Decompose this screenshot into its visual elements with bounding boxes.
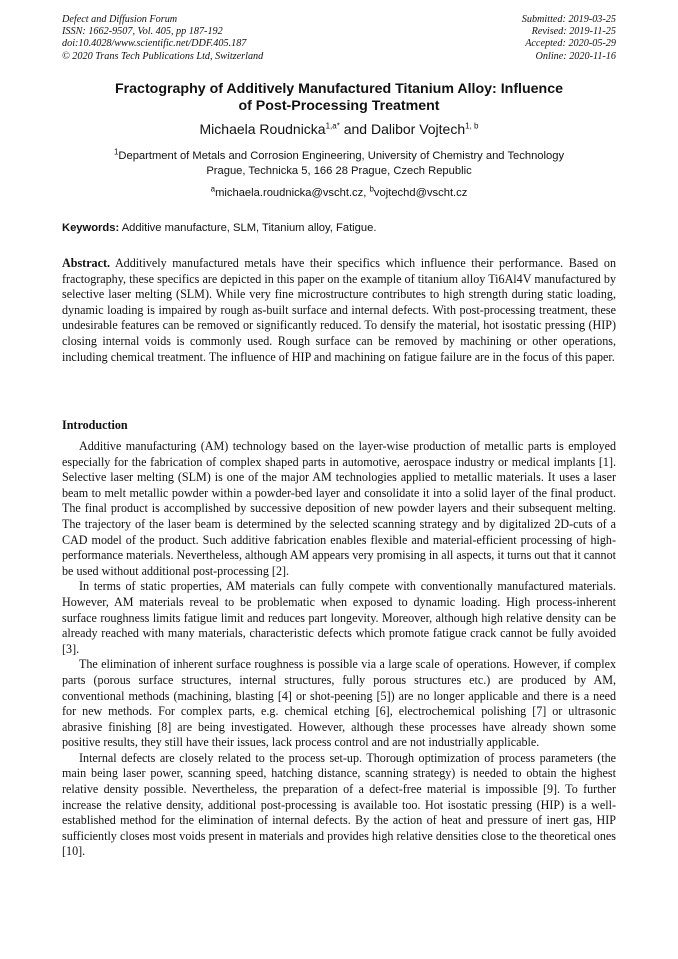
paragraph: Internal defects are closely related to the process set-up. Thorough optimization of process parameters (the main being laser power, scanning speed, hatching distance, scanning strategy) is needed to obtain the highest relative density possible. Nevertheless, the preparation of a defect-free material is impossible [9]. To further increase the relative density, additional post-processing is available too. Hot isostatic pressing (HIP) is a well-established method for the elimination of internal defects. By the action of heat and pressure of inert gas, HIP sufficiently closes most voids present in materials and provides high relative densities close to the theoretical ones [10]. bbox=[62, 750, 616, 859]
journal-info bbox=[62, 14, 263, 63]
abstract bbox=[62, 256, 616, 365]
introduction-body bbox=[62, 439, 616, 860]
publication-dates bbox=[522, 14, 616, 63]
abstract-text: Additively manufactured metals have their specifics which influence their performance. Based on fractography, these specifics are depicted in this paper on the example of titanium alloy Ti6Al4V manufactured by selective laser melting (SLM). While very fine microstructure contributes to high strength during static loading, dynamic loading is impaired by rough as-built surface and internal defects. With post-processing treatment, these undesirable features can be removed or significantly reduced. To densify the material, hot isostatic pressing (HIP) closing internal voids is commonly used. Rough surface can be removed by machining or other operations, including chemical treatment. The influence of HIP and machining on fatigue failure are in the focus of this paper. bbox=[62, 256, 616, 364]
revised-date: Revised: 2019-11-25 bbox=[531, 26, 616, 38]
title-line-2: of Post-Processing Treatment bbox=[238, 98, 440, 114]
submitted-date: Submitted: 2019-03-25 bbox=[521, 14, 616, 25]
paper-title bbox=[62, 81, 616, 115]
paragraph: In terms of static properties, AM materials can fully compete with conventionally manufactured materials. However, AM materials reveal to be problematic when exposed to dynamic loading. High process-inherent surface roughness limits fatigue limit and reduces part longevity. Moreover, although high relative density can be already reached with many materials, characteristic defects which promote fatigue crack cannot be fully avoided [3]. bbox=[62, 579, 616, 656]
email-b-sup: b bbox=[369, 184, 374, 194]
author-2: Dalibor Vojtech bbox=[370, 121, 466, 137]
accepted-date: Accepted: 2020-05-29 bbox=[525, 38, 616, 50]
email-a-sup: a bbox=[210, 184, 216, 194]
affiliation-line-1: Department of Metals and Corrosion Engineering, University of Chemistry and Technology bbox=[118, 150, 565, 162]
issn: ISSN: 1662-9507, Vol. 405, pp 187-192 bbox=[62, 26, 223, 38]
author-2-sup: 1, b bbox=[465, 121, 479, 131]
journal-name: Defect and Diffusion Forum bbox=[62, 14, 178, 25]
author-list bbox=[62, 121, 616, 138]
online-date: Online: 2020-11-16 bbox=[535, 50, 616, 62]
keywords-label: Keywords: bbox=[62, 222, 120, 234]
paragraph: The elimination of inherent surface roughness is possible via a large scale of operations. However, if complex parts (porous surface structures, internal structures, fully porous structures etc.) are produced by AM, conventional methods (machining, blasting [4] or shot-peening [5]) are no longer applicable and there is a need for new methods. For complex parts, e.g. chemical etching [6], electrochemical polishing [7] or ultrasonic abrasive finishing [8] are being investigated. However, although these processes have already shown some positive results, they still have their issues, lack process control and are not industrially applicable. bbox=[62, 657, 616, 750]
title-line-1: Fractography of Additively Manufactured Titanium Alloy: Influence bbox=[114, 81, 563, 97]
author-emails bbox=[62, 186, 616, 200]
page-header bbox=[62, 14, 616, 63]
introduction-heading: Introduction bbox=[62, 418, 128, 432]
paragraph: Additive manufacturing (AM) technology based on the layer-wise production of metallic parts is employed especially for the fabrication of complex shaped parts in automotive, aerospace industry or medical implants [1]. Selective laser melting (SLM) is one of the major AM technologies applied to metallic materials. It uses a laser beam to melt metallic powder within a powder-bed layer and consolidate it into a solid layer of the final product. The final product is accomplished by successive deposition of new powder layers and their subsequent melting. The trajectory of the laser beam is determined by the selected scanning strategy and by digitalized 2D-cuts of a CAD model of the product. Such additive fabrication enables flexible and material-efficient processing of high-performance materials. Nevertheless, although AM appears very promising in all aspects, it turns out that it cannot be used without additional post-processing [2]. bbox=[62, 439, 616, 578]
affiliation-line-2: Prague, Technicka 5, 166 28 Prague, Czech Republic bbox=[206, 164, 472, 177]
doi: doi:10.4028/www.scientific.net/DDF.405.187 bbox=[62, 38, 247, 50]
copyright: © 2020 Trans Tech Publications Ltd, Switzerland bbox=[62, 50, 264, 62]
author-connector: and bbox=[339, 121, 371, 137]
author-1-sup: 1,a* bbox=[325, 121, 340, 131]
affiliation-sup: 1 bbox=[113, 147, 119, 157]
affiliation bbox=[62, 149, 616, 178]
email-b: vojtechd@vscht.cz bbox=[373, 187, 468, 199]
keywords-text: Additive manufacture, SLM, Titanium alloy, Fatigue. bbox=[119, 222, 377, 234]
abstract-label: Abstract. bbox=[62, 256, 111, 270]
keywords bbox=[62, 221, 616, 235]
email-a: michaela.roudnicka@vscht.cz, bbox=[215, 187, 370, 199]
author-1: Michaela Roudnicka bbox=[199, 121, 326, 137]
